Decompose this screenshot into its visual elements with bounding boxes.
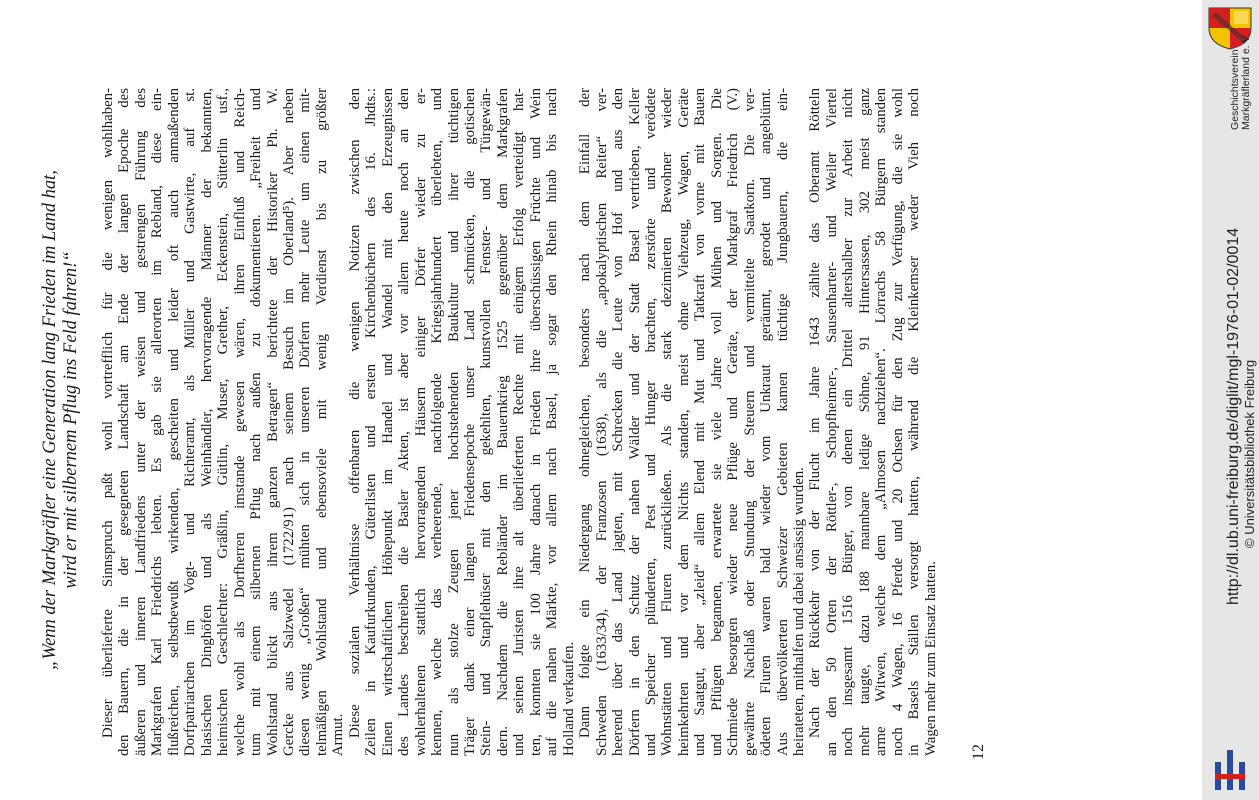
text-line: heimkehrten und vor dem Nichts standen, meist ohne Viehzeug, Wagen, Geräte (675, 88, 692, 756)
society-line-1: Geschichtsverein (1229, 49, 1241, 130)
text-line: und Saatgut, aber „zleid“ allem Elend mit Mut und Tatkraft von vorne mit Bauen (692, 88, 709, 756)
text-line: ödeten Fluren waren bald wieder vom Unkraut geräumt, gerodet und angeblümt. (758, 88, 775, 756)
copyright-label (1242, 359, 1257, 549)
paragraph (807, 88, 939, 756)
text-line: noch 4 Wagen, 16 Pferde und 20 Ochsen für den Zug zur Verfügung, die sie wohl (889, 88, 906, 756)
text-line: auf die nahen Märkte, vor allem nach Basel, ja sogar den Rhein hinab bis nach (544, 88, 561, 756)
text-line: Nach der Rückkehr von der Flucht im Jahre 1643 zählte das Oberamt Rötteln (807, 88, 824, 738)
text-line: arme Witwen, welche dem „Almosen nachziehen“. Lörrachs 58 Bürgern standen (873, 88, 890, 756)
ub-freiburg-logo-icon (1209, 748, 1253, 792)
text-line: äußeren und inneren Landfriedens unter der weisen und gestrengen Führung des (132, 88, 149, 756)
text-line: gewährte Nachlaß oder Stundung der Steuern und vermittelte Saatkorn. Die ver- (741, 88, 758, 756)
text-line: in Basels Ställen versorgt hatten, während die Kleinkemser weder Vieh noch (906, 88, 923, 756)
text-line: noch insgesamt 1516 Bürger, von denen ein Drittel altershalber zur Arbeit nicht (840, 88, 857, 756)
text-line: Dieser überlieferte Sinnspruch paßt wohl vortrefflich für die wenigen wohlhaben- (100, 88, 116, 738)
text-line: Wohlstand blickt aus ihrem ganzen Betragen“ berichtete der Historiker Ph. W. (264, 88, 281, 756)
text-line: und Pflügen begannen, erwartete sie viele Jahre voll Mühen und Sorgen. Die (708, 88, 725, 756)
text-line: blasischen Dinghöfen und als Weinhändler, hervorragende Männer der bekannten, (198, 88, 215, 756)
text-line: Holland verkaufen. (560, 641, 577, 756)
page-title (40, 80, 82, 760)
text-line: tum mit einem silbernen Pflug nach außen zu dokumentieren. „Freiheit und (248, 88, 265, 756)
text-line: Dörfern in den Schutz der nahen Wälder und der Stadt Basel vertrieben, Keller (626, 88, 643, 756)
text-line: Wohnstätten und Fluren zurückließen. Als die stark dezimierten Bewohner wieder (659, 88, 676, 756)
text-line: kennen, welche das verheerende, nachfolgende Kriegsjahrhundert überlebten, und (429, 88, 446, 756)
text-line: an den 50 Orten der Röttler-, Schopfheimer-, Sausenharter- und Weiler Viertel (823, 88, 840, 756)
text-line: Einen wirtschaftlichen Höhepunkt im Handel und Wandel mit den Erzeugnissen (379, 88, 396, 756)
text-line: den Bauern, die in der gesegneten Landschaft am Ende der langen Epoche des (116, 88, 133, 756)
text-line: Zeilen in Kaufurkunden, Güterlisten und ersten Kirchenbüchern des 16. Jhdts.: (363, 88, 380, 756)
paragraph (347, 88, 577, 756)
text-line: ten, konnten sie 100 Jahre danach in Frieden ihre überschüssigen Früchte und Wein (527, 88, 544, 756)
text-line: nun als stolze Zeugen jener hochstehenden Baukultur und ihrer tüchtigen (445, 88, 462, 756)
text-line: Dann folgte ein Niedergang ohnegleichen, besonders nach dem Einfall der (577, 88, 594, 738)
text-line: Wagen mehr zum Einsatz hatten. (922, 561, 939, 756)
text-line: Stein- und Stapflehüser mit den gekehlten, kunstvollen Fenster- und Türgewän- (478, 88, 495, 756)
text-line: Schmiede besorgten wieder neue Pflüge und Geräte, der Markgraf Friedrich (V.) (725, 88, 742, 756)
society-line-2: Markgräflerland e. V. (1240, 33, 1252, 130)
text-line: Schweden (1633/34), der Franzosen (1638), als die „apokalyptischen Reiter“ ver- (593, 88, 610, 756)
body-text (100, 88, 939, 756)
page-number: 12 (970, 744, 987, 760)
paragraph (577, 88, 807, 756)
text-line: heerend über das Land jagten, mit Schrecken die Leute von Hof und aus den (610, 88, 627, 756)
paragraph (100, 88, 347, 756)
text-line: heimischen Geschlechter: Gräßlin, Gütlin, Muser, Grether, Eckenstein, Sütterlin usf., (215, 88, 232, 756)
permalink-text[interactable]: http://dl.ub.uni-freiburg.de/diglit/mgl-1976-01-02/0014 (1225, 227, 1242, 605)
text-line: und Speicher plünderten, Pest und Hunger brachten, zerstörte und verödete (642, 88, 659, 756)
title-line-1: „Wenn der Markgräfler eine Generation lang Frieden im Land hat, (40, 170, 60, 670)
text-line: flußreichen, selbstbewußt wirkenden, gescheiten und leider oft auch anmaßenden (165, 88, 182, 756)
text-line: diesen wenig „Großen“ mühten sich in unseren Dörfern mehr Leute um einen mit- (297, 88, 314, 756)
text-line: und seinen Juristen ihre alt überlieferten Rechte mit einigem Erfolg verteidigt hat- (511, 88, 528, 756)
text-line: heirateten, mithalfen und dabei ansässig wurden. (791, 467, 808, 756)
copyright-text: © Universitätsbibliothek Freiburg (1242, 359, 1257, 548)
text-line: welche wohl als Dorfherren imstande gewesen wären, ihren Einfluß und Reich- (231, 88, 248, 756)
title-line-2: wird er mit silbernem Pflug ins Feld fahren!“ (61, 251, 81, 589)
text-line: wohlerhaltenen stattlich hervorragenden Häusern einiger Dörfer wieder zu er- (412, 88, 429, 756)
text-line: dern. Nachdem die Rebländer im Bauernkrieg 1525 gegenüber dem Markgrafen (494, 88, 511, 756)
society-label (1229, 33, 1252, 131)
text-line: mehr taugte, dazu 188 mannbare ledige Söhne, 91 Hintersassen, 302 meist ganz (856, 88, 873, 756)
text-line: Armut. (330, 713, 347, 756)
text-line: Gercke aus Salzwedel (1722/91) nach seinem Besuch im Oberland⁵). Aber neben (280, 88, 297, 756)
text-line: Träger dank einer langen Friedensepoche unser Land schmücken, die gotischen (461, 88, 478, 756)
permalink[interactable] (1225, 227, 1242, 606)
text-line: des Landes beschreiben die Basler Akten, ist aber vor allem heute noch an den (396, 88, 413, 756)
text-line: Markgrafen Karl Friedrichs lebten. Es gab sie allerorten im Rebland, diese ein- (149, 88, 166, 756)
text-line: telmäßigen Wohlstand und ebensoviele mit wenig Verdienst bis zu größter (313, 88, 330, 756)
text-line: Aus übervölkerten Schweizer Gebieten kamen tüchtige Jungbauern, die ein- (774, 88, 791, 756)
text-line: Diese sozialen Verhältnisse offenbaren die wenigen Notizen zwischen den (346, 88, 363, 738)
rotated-page-content (40, 80, 1000, 760)
text-line: Dorfpatriarchen im Vogt- und Richteramt, als Müller und Gastwirte, auf st. (182, 88, 199, 756)
